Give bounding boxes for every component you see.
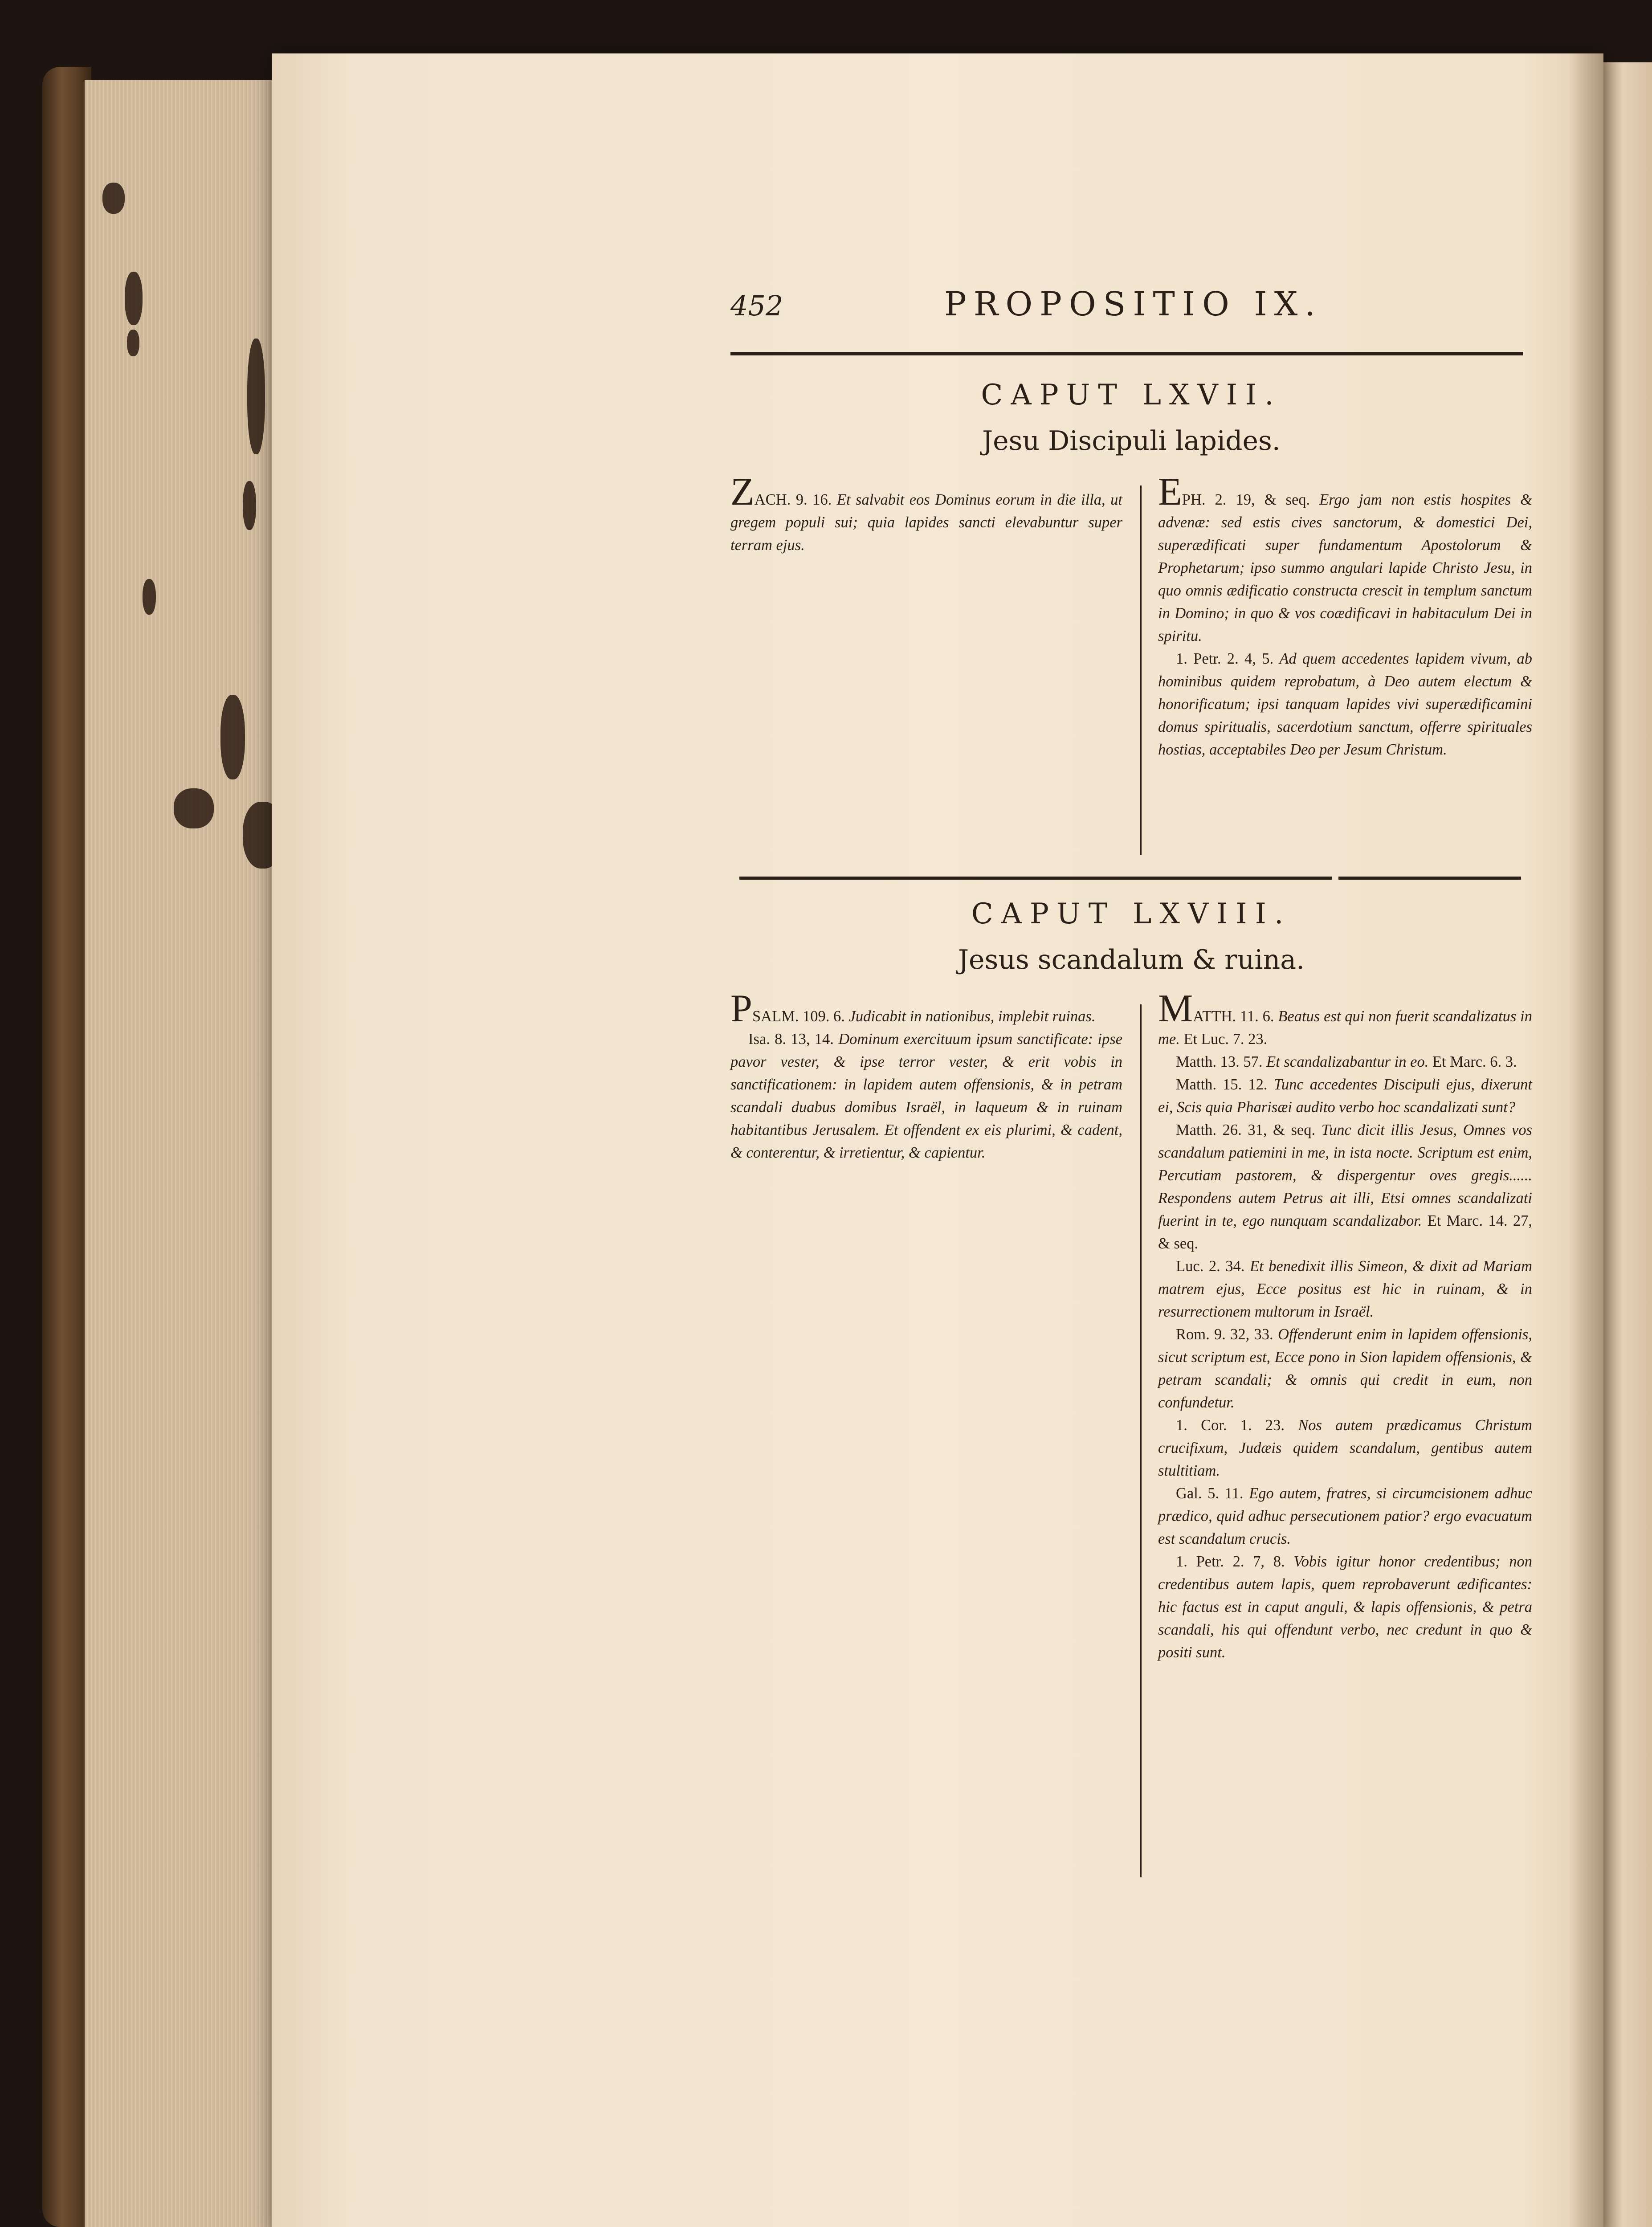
next-page-edge — [1603, 62, 1652, 2227]
left-column — [730, 470, 1122, 557]
verse-paragraph — [1158, 1051, 1532, 1073]
right-column — [1158, 987, 1533, 1664]
verse-text: Ad quem accedentes lapidem vivum, ab hominibus quidem reprobatum, à Deo autem electum & honorificatum; ipsi tanquam lapides vivi superædificamini domus spiritualis, sacerdotium sanctum, offerre spirituales hostias, acceptabiles Deo per Jesum Christum. — [1158, 650, 1533, 758]
verse-text: Tunc dicit illis Jesus, Omnes vos scandalum patiemini in me, in ista nocte. Scriptum est enim, Percutiam pastorem, & dispergentur oves gregis...... Respondens autem Petrus ait illi, Etsi omnes scandalizati fuerint in te, ego nunquam scandalizabor. — [1158, 1122, 1533, 1229]
verse-reference: Matth. 15. 12. — [1176, 1076, 1268, 1093]
verse-paragraph — [1158, 1550, 1532, 1664]
verse-paragraph — [1158, 1414, 1532, 1482]
chapter-rule — [1338, 877, 1521, 880]
verse-text: Judicabit in nationibus, implebit ruinas. — [848, 1008, 1096, 1025]
verse-reference: 1. Petr. 2. 7, 8. — [1176, 1553, 1285, 1570]
chapter-subtitle: Jesus scandalum & ruina. — [958, 944, 1305, 975]
drop-cap: E — [1158, 470, 1182, 514]
verse-reference: Luc. 2. 34. — [1176, 1258, 1245, 1275]
book-spine-edge — [42, 67, 91, 2227]
verse-paragraph — [1158, 470, 1532, 648]
drop-cap: Z — [730, 470, 755, 514]
chapter-rule — [739, 877, 1332, 880]
verse-paragraph — [1158, 1119, 1532, 1255]
left-column — [730, 987, 1123, 1164]
running-title: PROPOSITIO IX. — [944, 285, 1322, 323]
verse-text: Dominum exercituum ipsum sanctificate: ipse pavor vester, & ipse terror vester, & erit vobis in sanctificationem: in lapidem autem offensionis, & in petram scandali duabus domibus Israël, in laqueum & in ruinam habitantibus Jerusalem. Et offendent ex eis plurimi, & cadent, & conterentur, & irretientur, & capientur. — [730, 1031, 1123, 1161]
verse-reference: ACH. 9. 16. — [754, 491, 832, 508]
verse-reference: Rom. 9. 32, 33. — [1176, 1326, 1273, 1343]
verse-paragraph — [1158, 1073, 1532, 1119]
verse-text: Tunc accedentes Discipuli ejus, dixerunt ei, Scis quia Pharisæi audito verbo hoc scandalizati sunt? — [1158, 1076, 1532, 1116]
verse-paragraph — [730, 1028, 1122, 1164]
verse-text: Vobis igitur honor credentibus; non credentibus autem lapis, quem reprobaverunt ædificantes: hic factus est in caput anguli, & lapis offensionis, & petra scandali, his qui offendunt verbo, nec credunt in quo & positi sunt. — [1158, 1553, 1533, 1661]
verse-text: Offenderunt enim in lapidem offensionis, sicut scriptum est, Ecce pono in Sion lapidem offensionis, & petram scandali; & omnis qui credit in eum, non confundetur. — [1158, 1326, 1532, 1411]
chapter-subtitle: Jesu Discipuli lapides. — [982, 425, 1281, 457]
verse-text: Nos autem prædicamus Christum crucifixum, Judæis quidem scandalum, gentibus autem stultitiam. — [1158, 1417, 1532, 1479]
verse-paragraph — [1158, 1255, 1532, 1323]
verse-reference: 1. Cor. 1. 23. — [1176, 1417, 1285, 1434]
verse-paragraph — [1158, 987, 1533, 1051]
verse-paragraph — [1158, 1323, 1532, 1414]
column-divider — [1140, 1004, 1142, 1877]
verse-paragraph — [1158, 648, 1532, 761]
verse-paragraph — [730, 987, 1122, 1030]
verse-reference: Isa. 8. 13, 14. — [748, 1031, 834, 1048]
page-block-edges — [85, 80, 290, 2227]
verse-text: Ergo jam non estis hospites & advenæ: sed estis cives sanctorum, & domestici Dei, superædificati super fundamentum Apostolorum & Prophetarum; ipso summo angulari lapide Christo Jesu, in quo omnis ædificatio constructa crescit in templum sanctum in Domino; in quo & vos coædificavi in habitaculum Dei in spiritu. — [1158, 491, 1532, 644]
verse-cross-reference: Et Marc. 14. 27, & seq. — [1158, 1212, 1532, 1252]
verse-paragraph — [1158, 1482, 1532, 1550]
verse-text: Et benedixit illis Simeon, & dixit ad Mariam matrem ejus, Ecce positus est hic in ruinam, & in resurrectionem multorum in Israël. — [1158, 1258, 1532, 1320]
running-head — [730, 285, 1372, 330]
verse-cross-reference: Et Marc. 6. 3. — [1432, 1053, 1517, 1070]
header-rule — [730, 352, 1523, 355]
verse-paragraph — [730, 470, 1122, 557]
verse-text: Beatus est qui non fuerit scandalizatus in me. — [1158, 1008, 1533, 1048]
gutter-shadow — [1568, 53, 1603, 2227]
page-number: 452 — [730, 290, 783, 322]
verse-reference: Matth. 13. 57. — [1176, 1053, 1263, 1070]
drop-cap: M — [1158, 987, 1193, 1030]
verse-cross-reference: Et Luc. 7. 23. — [1183, 1031, 1268, 1048]
verse-text: Et salvabit eos Dominus eorum in die illa, ut gregem populi sui; quia lapides sancti elevabuntur super terram ejus. — [730, 491, 1122, 554]
verse-reference: 1. Petr. 2. 4, 5. — [1176, 650, 1274, 667]
verse-reference: Matth. 26. 31, & seq. — [1176, 1122, 1316, 1138]
verse-reference: SALM. 109. 6. — [752, 1008, 845, 1025]
right-column — [1158, 470, 1533, 761]
chapter-heading: CAPUT LXVIII. — [971, 897, 1292, 930]
chapter-heading: CAPUT LXVII. — [981, 379, 1282, 412]
verse-text: Ego autem, fratres, si circumcisionem adhuc prædico, quid adhuc persecutionem patior? ergo evacuatum est scandalum crucis. — [1158, 1485, 1532, 1547]
drop-cap: P — [730, 987, 752, 1030]
verse-reference: Gal. 5. 11. — [1176, 1485, 1244, 1502]
verse-reference: PH. 2. 19, & seq. — [1182, 491, 1310, 508]
verse-text: Et scandalizabantur in eo. — [1266, 1053, 1429, 1070]
column-divider — [1140, 485, 1142, 855]
verse-reference: ATTH. 11. 6. — [1193, 1008, 1274, 1025]
